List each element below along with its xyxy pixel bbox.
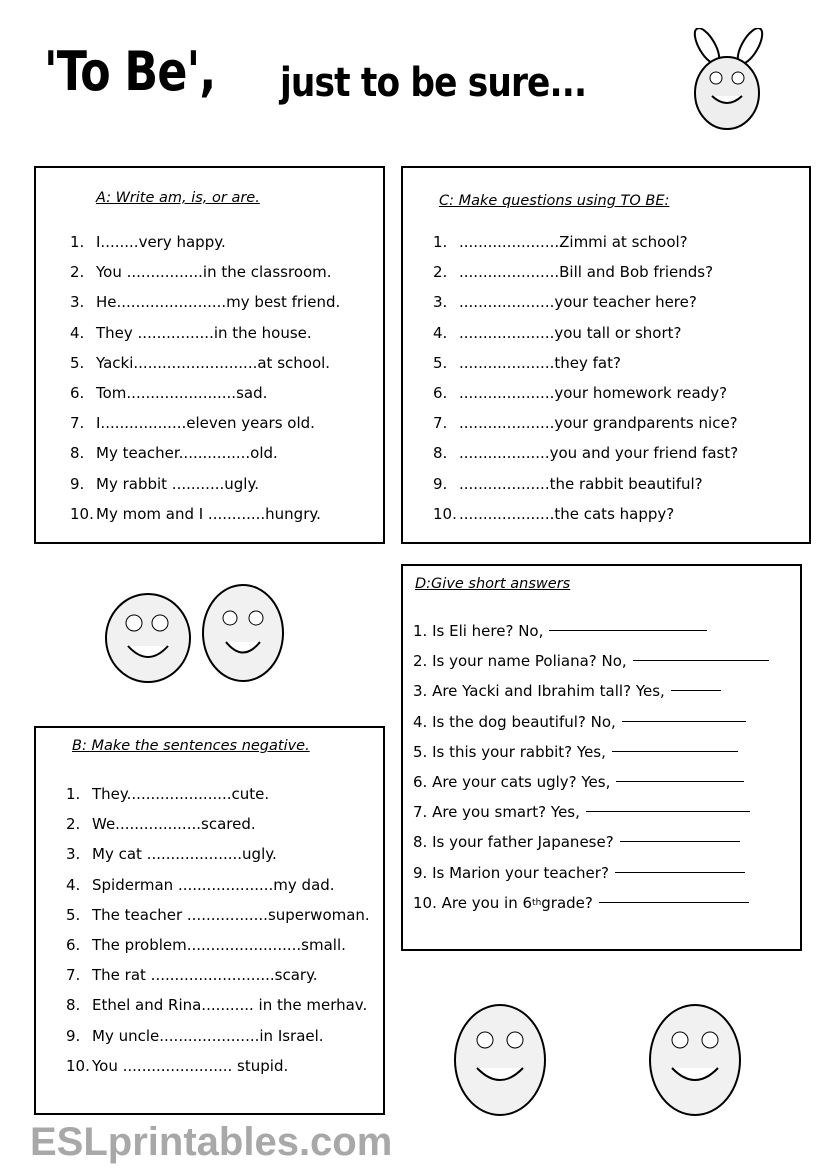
item-number: 8.	[70, 444, 85, 463]
item-number: 5.	[66, 905, 81, 924]
exercise-item[interactable]	[66, 990, 370, 1020]
item-number: 1.	[66, 785, 81, 803]
item-text: Ethel and Rina........... in the merhav.	[92, 996, 368, 1015]
item-text: You ................in the classroom.	[96, 263, 332, 282]
question-text: 10. Are you in 6	[413, 893, 533, 912]
answer-blank[interactable]	[622, 707, 746, 722]
exercise-item[interactable]	[433, 438, 738, 468]
exercise-item[interactable]	[433, 318, 738, 348]
exercise-item[interactable]	[66, 930, 370, 960]
exercise-item[interactable]	[70, 499, 340, 529]
section-c-list	[433, 227, 738, 529]
short-answer-item	[413, 827, 769, 857]
item-text: I........very happy.	[96, 233, 226, 251]
exercise-item[interactable]	[66, 900, 370, 930]
item-number: 4.	[70, 323, 85, 342]
item-text: Spiderman ....................my dad.	[92, 875, 335, 894]
answer-blank[interactable]	[615, 858, 745, 873]
answer-blank[interactable]	[616, 767, 744, 782]
short-answer-item	[413, 888, 769, 918]
exercise-item[interactable]	[433, 378, 738, 408]
item-number: 10.	[433, 504, 457, 523]
question-text-end: grade?	[541, 893, 593, 912]
short-answer-item	[413, 676, 769, 706]
exercise-item[interactable]	[70, 469, 340, 499]
section-c-box	[401, 166, 811, 544]
item-number: 6.	[70, 384, 85, 403]
section-b-box	[34, 726, 385, 1115]
exercise-item[interactable]	[433, 499, 738, 529]
item-text: They ................in the house.	[96, 323, 312, 342]
section-b-list	[66, 779, 370, 1081]
exercise-item[interactable]	[70, 318, 340, 348]
item-text: ....................they fat?	[459, 353, 621, 372]
short-answer-item	[413, 616, 769, 646]
item-number: 7.	[70, 414, 85, 433]
item-text: ....................your homework ready?	[459, 384, 728, 403]
answer-blank[interactable]	[633, 646, 769, 661]
item-text: ...................you and your friend fast?	[459, 444, 739, 463]
exercise-item[interactable]	[433, 227, 738, 257]
exercise-item[interactable]	[66, 779, 370, 809]
section-b-heading: B: Make the sentences negative.	[72, 738, 310, 754]
item-text: He.......................my best friend.	[96, 293, 341, 312]
item-number: 10.	[66, 1056, 90, 1075]
item-text: My teacher...............old.	[96, 444, 278, 463]
item-number: 1.	[433, 233, 448, 251]
item-number: 3.	[433, 293, 448, 312]
exercise-item[interactable]	[433, 257, 738, 287]
item-number: 2.	[70, 263, 85, 282]
item-text: My cat ....................ugly.	[92, 845, 277, 864]
item-number: 6.	[433, 384, 448, 403]
exercise-item[interactable]	[66, 1051, 370, 1081]
item-number: 2.	[433, 263, 448, 282]
item-number: 1.	[70, 233, 85, 251]
item-text: You ....................... stupid.	[92, 1056, 289, 1075]
exercise-item[interactable]	[70, 408, 340, 438]
answer-blank[interactable]	[599, 888, 749, 903]
item-text: I..................eleven years old.	[96, 414, 315, 433]
item-text: ....................you tall or short?	[459, 323, 682, 342]
exercise-item[interactable]	[70, 287, 340, 317]
exercise-item[interactable]	[70, 227, 340, 257]
item-text: The rat ..........................scary.	[92, 966, 318, 985]
answer-blank[interactable]	[549, 616, 707, 631]
title-main: 'To Be',	[44, 40, 216, 103]
exercise-item[interactable]	[433, 469, 738, 499]
item-text: Yacki..........................at school.	[96, 353, 331, 372]
item-number: 5.	[70, 353, 85, 372]
item-number: 8.	[433, 444, 448, 463]
exercise-item[interactable]	[66, 809, 370, 839]
item-number: 3.	[70, 293, 85, 312]
item-text: The problem........................small.	[92, 936, 346, 955]
item-text: .....................Bill and Bob friends?	[459, 263, 714, 282]
item-number: 7.	[433, 414, 448, 433]
item-text: Tom.......................sad.	[96, 384, 268, 403]
item-number: 8.	[66, 996, 81, 1015]
worksheet-title	[44, 40, 587, 106]
item-text: My uncle.....................in Israel.	[92, 1026, 324, 1045]
rabbit-monster-illustration	[672, 28, 782, 138]
section-d-list	[413, 616, 769, 918]
item-text: My mom and I ............hungry.	[96, 504, 321, 523]
item-text: ....................the cats happy?	[459, 504, 675, 523]
exercise-item[interactable]	[70, 348, 340, 378]
section-a-heading: A: Write am, is, or are.	[96, 190, 260, 206]
item-number: 9.	[70, 474, 85, 493]
exercise-item[interactable]	[433, 287, 738, 317]
item-number: 10.	[70, 504, 94, 523]
question-text: 6. Are your cats ugly? Yes,	[413, 773, 611, 792]
item-number: 9.	[66, 1026, 81, 1045]
item-number: 4.	[66, 875, 81, 894]
item-number: 5.	[433, 353, 448, 372]
exercise-item[interactable]	[70, 257, 340, 287]
item-number: 2.	[66, 815, 81, 834]
exercise-item[interactable]	[70, 378, 340, 408]
short-answer-item	[413, 797, 769, 827]
question-text: 8. Is your father Japanese?	[413, 833, 614, 852]
item-number: 3.	[66, 845, 81, 864]
short-answer-item	[413, 707, 769, 737]
item-text: ....................your grandparents nice?	[459, 414, 738, 433]
item-text: ...................the rabbit beautiful?	[459, 474, 703, 493]
question-text: 2. Is your name Poliana? No,	[413, 652, 627, 671]
item-text: We..................scared.	[92, 815, 256, 834]
question-text: 5. Is this your rabbit? Yes,	[413, 742, 606, 761]
title-sub: just to be sure...	[280, 60, 587, 106]
item-text: My rabbit ...........ugly.	[96, 474, 259, 493]
question-text: 7. Are you smart? Yes,	[413, 803, 580, 822]
exercise-item[interactable]	[66, 960, 370, 990]
section-a-list	[70, 227, 340, 529]
question-text: 3. Are Yacki and Ibrahim tall? Yes,	[413, 682, 665, 701]
exercise-item[interactable]	[70, 438, 340, 468]
item-number: 4.	[433, 323, 448, 342]
answer-blank[interactable]	[612, 737, 738, 752]
item-number: 9.	[433, 474, 448, 493]
item-text: .....................Zimmi at school?	[459, 233, 688, 251]
section-d-box	[401, 564, 802, 951]
item-text: They......................cute.	[92, 785, 270, 803]
exercise-item[interactable]	[66, 1021, 370, 1051]
exercise-item[interactable]	[66, 839, 370, 869]
section-d-heading: D:Give short answers	[415, 576, 571, 592]
section-a-box	[34, 166, 385, 544]
answer-blank[interactable]	[671, 676, 721, 691]
item-text: The teacher .................superwoman.	[92, 905, 370, 924]
answer-blank[interactable]	[586, 797, 750, 812]
short-answer-item	[413, 646, 769, 676]
two-monsters-illustration	[78, 568, 318, 708]
item-text: ....................your teacher here?	[459, 293, 697, 312]
exercise-item[interactable]	[433, 408, 738, 438]
rat-monsters-illustration	[425, 980, 795, 1130]
item-number: 6.	[66, 936, 81, 955]
short-answer-item	[413, 737, 769, 767]
question-text: 9. Is Marion your teacher?	[413, 863, 609, 882]
exercise-item[interactable]	[66, 870, 370, 900]
short-answer-item	[413, 858, 769, 888]
section-c-heading: C: Make questions using TO BE:	[439, 193, 670, 209]
exercise-item[interactable]	[433, 348, 738, 378]
ordinal-suffix: th	[532, 897, 542, 908]
question-text: 4. Is the dog beautiful? No,	[413, 712, 616, 731]
watermark: ESLprintables.com	[30, 1120, 393, 1164]
item-number: 7.	[66, 966, 81, 985]
question-text: 1. Is Eli here? No,	[413, 622, 544, 640]
answer-blank[interactable]	[620, 827, 740, 842]
short-answer-item	[413, 767, 769, 797]
